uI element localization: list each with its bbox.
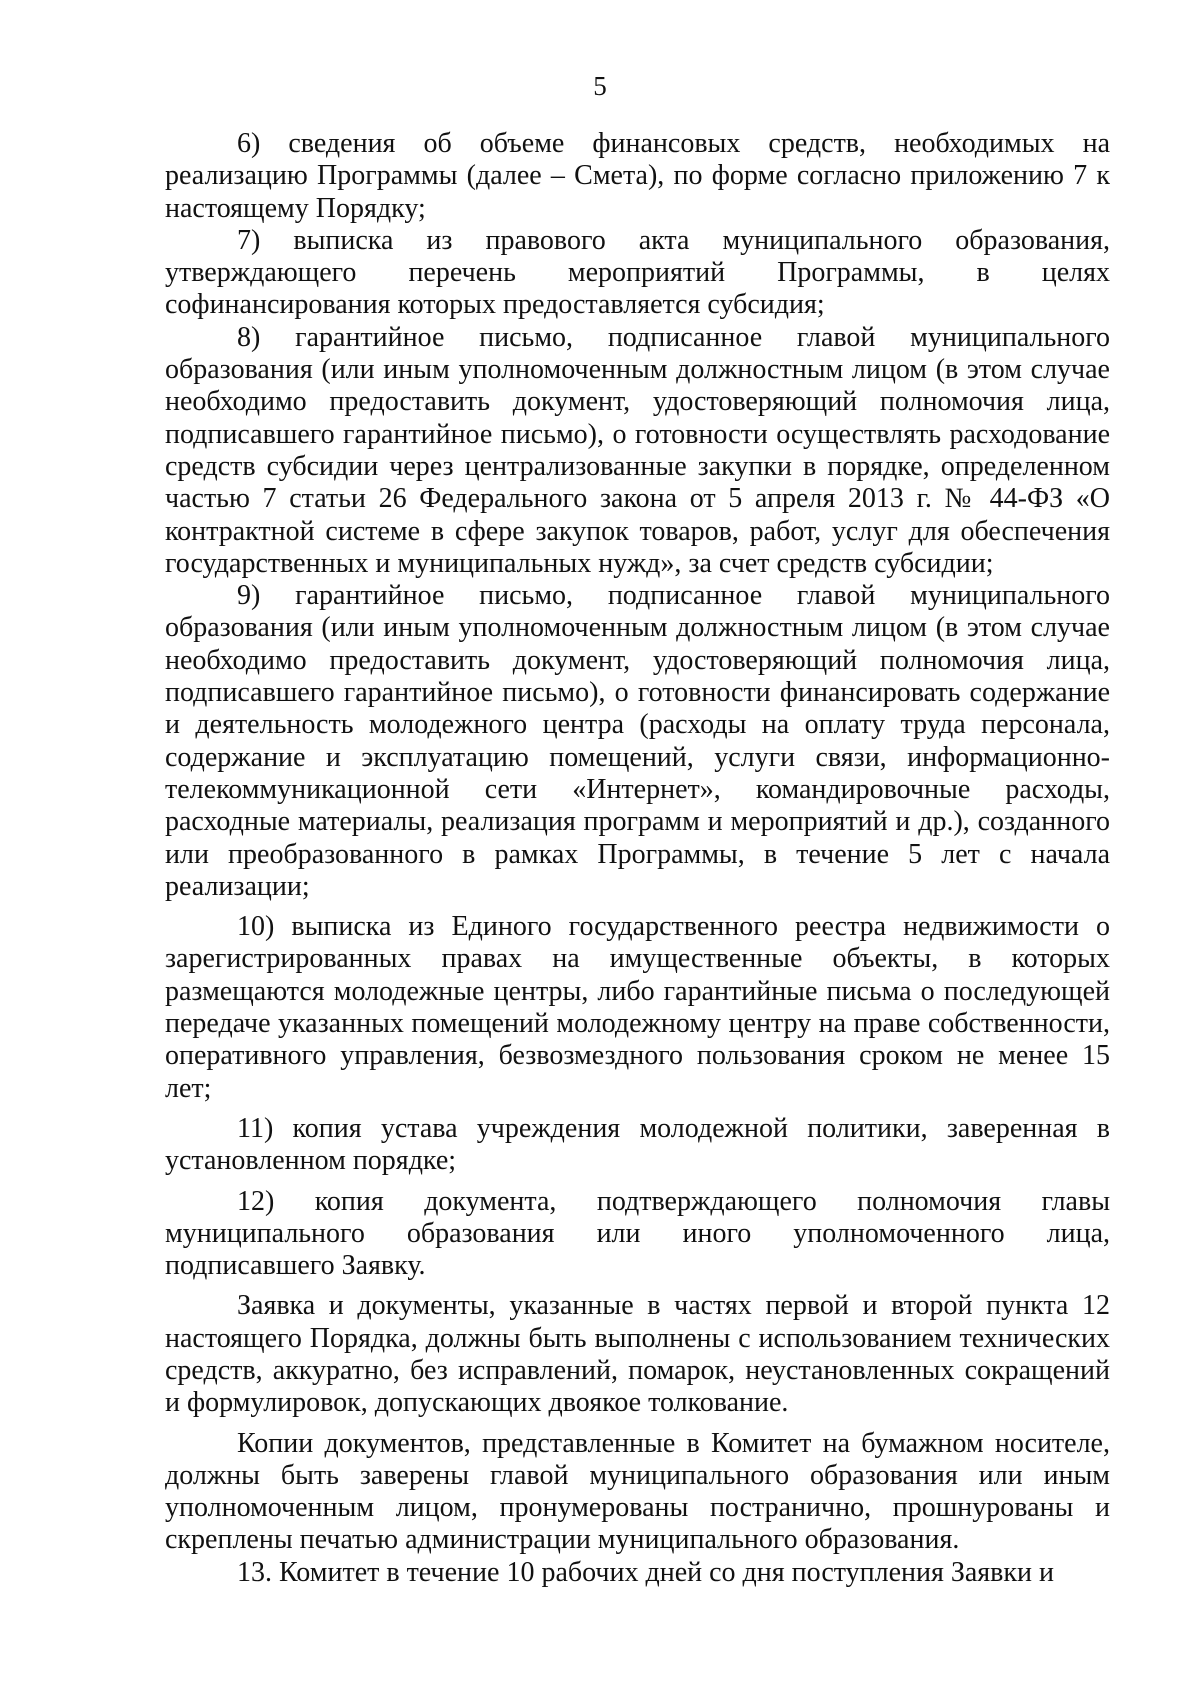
paragraph-item-11: 11) копия устава учреждения молодежной политики, заверенная в установленном порядке; xyxy=(165,1112,1110,1177)
page-number: 5 xyxy=(593,71,607,101)
paragraph-item-6: 6) сведения об объеме финансовых средств, необходимых на реализацию Программы (далее – Смета), по форме согласно приложению 7 к настоящему Порядку; xyxy=(165,128,1110,224)
paragraph-item-12: 12) копия документа, подтверждающего полномочия главы муниципального образования или иного уполномоченного лица, подписавшего Заявку. xyxy=(165,1185,1110,1282)
document-body xyxy=(165,128,1110,1589)
paragraph-copies-requirements: Копии документов, представленные в Комитет на бумажном носителе, должны быть заверены главой муниципального образования или иным уполномоченным лицом, пронумерованы постранично, прошнурованы и скреплены печатью администрации муниципального образования. xyxy=(165,1427,1110,1556)
paragraph-item-10: 10) выписка из Единого государственного реестра недвижимости о зарегистрированных правах на имущественные объекты, в которых размещаются молодежные центры, либо гарантийные письма о последующей передаче указанных помещений молодежному центру на праве собственности, оперативного управления, безвозмездного пользования сроком не менее 15 лет; xyxy=(165,911,1110,1104)
paragraph-item-9: 9) гарантийное письмо, подписанное главой муниципального образования (или иным уполномоченным должностным лицом (в этом случае необходимо предоставить документ, удостоверяющий полномочия лица, подписавшего гарантийное письмо), о готовности финансировать содержание и деятельность молодежного центра (расходы на оплату труда персонала, содержание и эксплуатацию помещений, услуги связи, информационно-телекоммуникационной сети «Интернет», командировочные расходы, расходные материалы, реализация программ и мероприятий и др.), созданного или преобразованного в рамках Программы, в течение 5 лет с начала реализации; xyxy=(165,580,1110,902)
paragraph-item-8: 8) гарантийное письмо, подписанное главой муниципального образования (или иным уполномоченным должностным лицом (в этом случае необходимо предоставить документ, удостоверяющий полномочия лица, подписавшего гарантийное письмо), о готовности осуществлять расходование средств субсидии через централизованные закупки в порядке, определенном частью 7 статьи 26 Федерального закона от 5 апреля 2013 г. № 44-ФЗ «О контрактной системе в сфере закупок товаров, работ, услуг для обеспечения государственных и муниципальных нужд», за счет средств субсидии; xyxy=(165,321,1110,579)
paragraph-application-requirements: Заявка и документы, указанные в частях первой и второй пункта 12 настоящего Порядка, должны быть выполнены с использованием технических средств, аккуратно, без исправлений, помарок, неустановленных сокращений и формулировок, допускающих двоякое толкование. xyxy=(165,1290,1110,1419)
paragraph-item-13: 13. Комитет в течение 10 рабочих дней со дня поступления Заявки и xyxy=(237,1556,1054,1588)
paragraph-item-7: 7) выписка из правового акта муниципального образования, утверждающего перечень мероприятий Программы, в целях софинансирования которых предоставляется субсидия; xyxy=(165,224,1110,321)
